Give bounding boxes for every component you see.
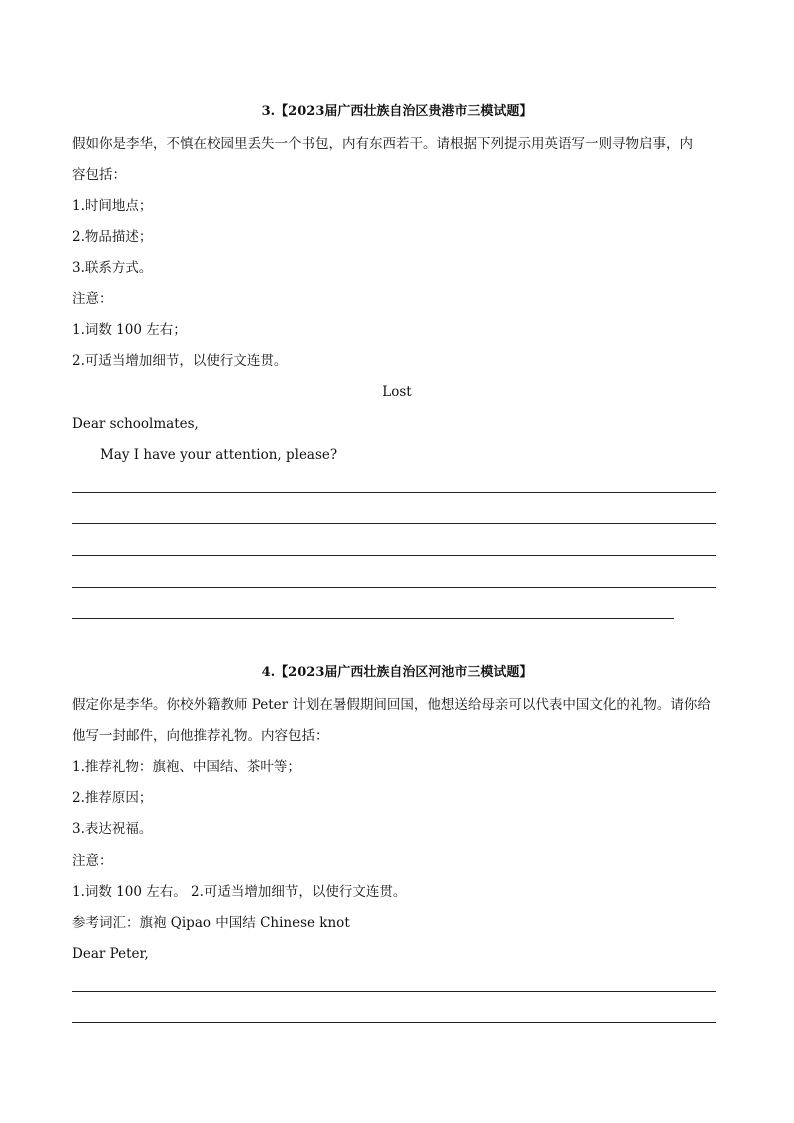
q3-title: 3.【2023届广西壮族自治区贵港市三模试题】 bbox=[261, 104, 533, 119]
q4-item-3: 3.表达祝福。 bbox=[72, 821, 153, 837]
q3-answer-line-5 bbox=[72, 618, 674, 619]
q4-note-label: 注意： bbox=[72, 853, 113, 869]
q4-item-2: 2.推荐原因； bbox=[72, 790, 153, 806]
q3-answer-line-4 bbox=[72, 587, 716, 588]
q3-answer-line-3 bbox=[72, 555, 716, 556]
q4-greeting: Dear Peter, bbox=[72, 946, 149, 962]
q4-note-line: 1.词数 100 左右。 2.可适当增加细节，以使行文连贯。 bbox=[72, 884, 407, 900]
q3-note-1: 1.词数 100 左右； bbox=[72, 322, 187, 338]
q3-prompt-line2: 容包括： bbox=[72, 167, 126, 183]
q3-answer-line-1 bbox=[72, 492, 716, 493]
q4-answer-line-2 bbox=[72, 1022, 716, 1023]
q3-note-label: 注意： bbox=[72, 291, 113, 307]
q3-note-2: 2.可适当增加细节，以使行文连贯。 bbox=[72, 353, 288, 369]
q3-heading: Lost bbox=[382, 384, 412, 400]
q3-opening: May I have your attention, please? bbox=[100, 447, 338, 463]
q3-prompt-line1: 假如你是李华，不慎在校园里丢失一个书包，内有东西若干。请根据下列提示用英语写一则寻物启事，内 bbox=[72, 136, 693, 152]
q3-item-3: 3.联系方式。 bbox=[72, 260, 153, 276]
q4-prompt-line2: 他写一封邮件，向他推荐礼物。内容包括： bbox=[72, 728, 329, 744]
q3-item-2: 2.物品描述； bbox=[72, 229, 153, 245]
q4-answer-line-1 bbox=[72, 991, 716, 992]
q3-answer-line-2 bbox=[72, 523, 716, 524]
q3-greeting: Dear schoolmates, bbox=[72, 416, 199, 432]
q4-prompt-line1: 假定你是李华。你校外籍教师 Peter 计划在暑假期间回国，他想送给母亲可以代表中国文化的礼物。请你给 bbox=[72, 697, 711, 713]
q4-vocab: 参考词汇：旗袍 Qipao 中国结 Chinese knot bbox=[72, 915, 350, 931]
q3-item-1: 1.时间地点； bbox=[72, 198, 153, 214]
q4-item-1: 1.推荐礼物：旗袍、中国结、茶叶等； bbox=[72, 759, 301, 775]
q4-title: 4.【2023届广西壮族自治区河池市三模试题】 bbox=[261, 665, 533, 680]
